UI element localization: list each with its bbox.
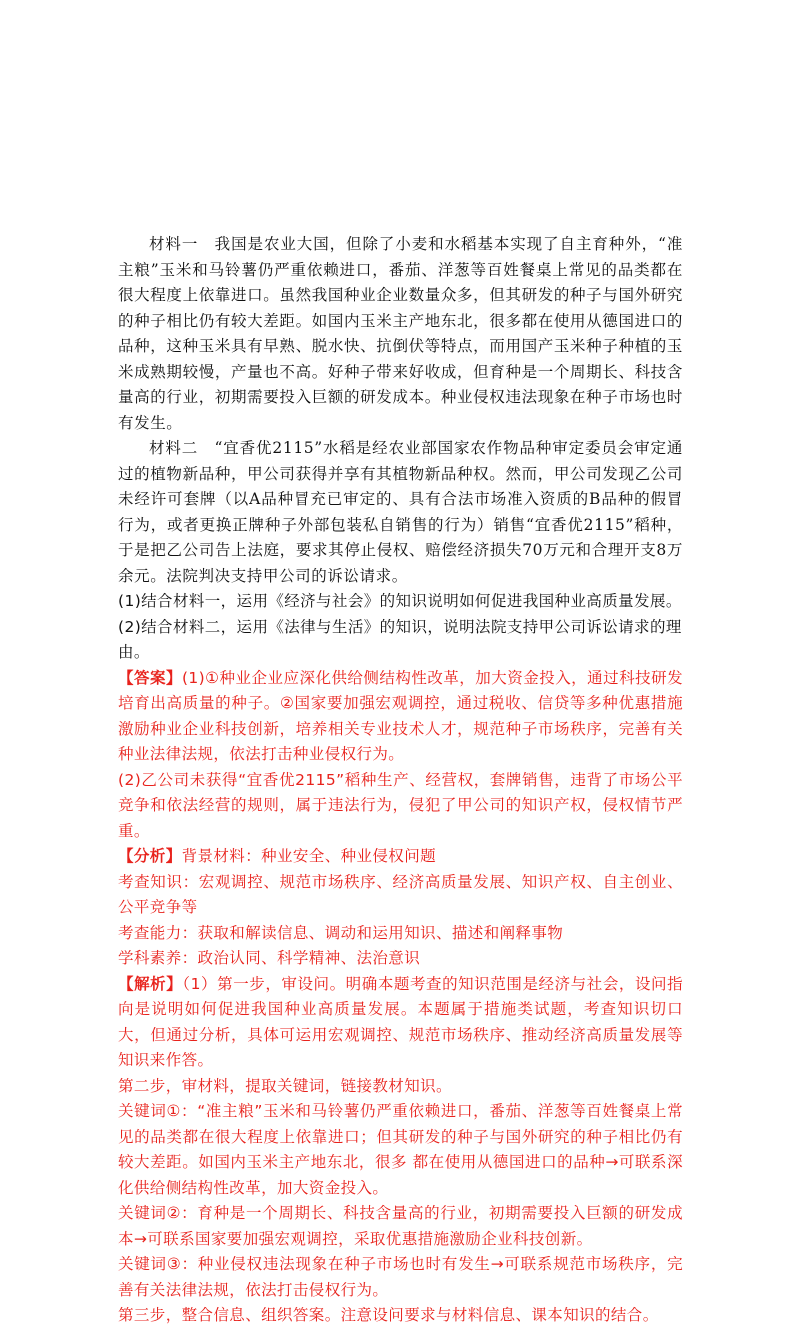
keyword-two: 关键词②：育种是一个周期长、科技含量高的行业，初期需要投入巨额的研发成本→可联系国家要加强宏观调控，采取优惠措施激励企业科技创新。 bbox=[118, 1204, 683, 1248]
material-one: 材料一 我国是农业大国，但除了小麦和水稻基本实现了自主育种外，“准主粮”玉米和马铃薯仍严重依赖进口，番茄、洋葱等百姓餐桌上常见的品类都在很大程度上依靠进口。虽然我国种业企业数量众多，但其研发的种子与国外研究的种子相比仍有较大差距。如国内玉米主产地东北，很多都在使用从德国进口的品种，这种玉米具有早熟、脱水快、抗倒伏等特点，而用国产玉米种子种植的玉米成熟期较慢，产量也不高。好种子带来好收成，但育种是一个周期长、科技含量高的行业，初期需要投入巨额的研发成本。种业侵权违法现象在种子市场也时有发生。 bbox=[118, 235, 683, 432]
explanation-one bbox=[118, 972, 683, 1074]
answer-one bbox=[118, 666, 683, 768]
explain-one-text: （1）第一步，审设问。明确本题考查的知识范围是经济与社会，设问指向是说明如何促进我国种业高质量发展。本题属于措施类试题，考查知识切口大，但通过分析，具体可运用宏观调控、规范市场秩序、推动经济高质量发展等知识来作答。 bbox=[118, 974, 683, 1069]
literacy: 学科素养：政治认同、科学精神、法治意识 bbox=[118, 949, 421, 967]
material-two: 材料二 “宜香优2115”水稻是经农业部国家农作物品种审定委员会审定通过的植物新品种，甲公司获得并享有其植物新品种权。然而，甲公司发现乙公司未经许可套牌（以A品种冒充已审定的、具有合法市场准入资质的B品种的假冒行为，或者更换正牌种子外部包装私自销售的行为）销售“宜香优2115”稻种，于是把乙公司告上法庭，要求其停止侵权、赔偿经济损失70万元和合理开支8万余元。法院判决支持甲公司的诉讼请求。 bbox=[118, 439, 683, 585]
document-page bbox=[118, 232, 683, 1329]
explain-tag: 【解析】 bbox=[118, 974, 183, 993]
step-two: 第二步，审材料，提取关键词，链接教材知识。 bbox=[118, 1076, 452, 1095]
analysis-tag: 【分析】 bbox=[118, 847, 182, 865]
question-one: (1)结合材料一，运用《经济与社会》的知识说明如何促进我国种业高质量发展。 bbox=[118, 592, 682, 610]
answer-one-text: (1)①种业企业应深化供给侧结构性改革，加大资金投入，通过科技研发培育出高质量的种子。②国家要加强宏观调控，通过税收、信贷等多种优惠措施激励种业企业科技创新，培养相关专业技术人才，规范种子市场秩序，完善有关种业法律法规，依法打击种业侵权行为。 bbox=[118, 668, 683, 763]
analysis bbox=[118, 844, 683, 870]
keyword-one: 关键词①：“准主粮”玉米和马铃薯仍严重依赖进口，番茄、洋葱等百姓餐桌上常见的品类都在很大程度上依靠进口；但其研发的种子与国外研究的种子相比仍有较大差距。如国内玉米主产地东北，很多 都在使用从德国进口的品种→可联系深化供给侧结构性改革，加大资金投入。 bbox=[118, 1102, 683, 1197]
question-two: (2)结合材料二，运用《法律与生活》的知识，说明法院支持甲公司诉讼请求的理由。 bbox=[118, 617, 682, 661]
step-three: 第三步，整合信息、组织答案。注意设问要求与材料信息、课本知识的结合。 bbox=[118, 1306, 659, 1324]
keyword-three: 关键词③：种业侵权违法现象在种子市场也时有发生→可联系规范市场秩序，完善有关法律法规，依法打击侵权行为。 bbox=[118, 1255, 683, 1299]
answer-tag: 【答案】 bbox=[118, 668, 182, 687]
ability: 考查能力：获取和解读信息、调动和运用知识、描述和阐释事物 bbox=[118, 923, 564, 942]
answer-two: (2)乙公司未获得“宜香优2115”稻种生产、经营权，套牌销售，违背了市场公平竞争和依法经营的规则，属于违法行为，侵犯了甲公司的知识产权，侵权情节严重。 bbox=[118, 770, 683, 840]
knowledge: 考查知识：宏观调控、规范市场秩序、经济高质量发展、知识产权、自主创业、公平竞争等 bbox=[118, 872, 683, 916]
analysis-text: 背景材料：种业安全、种业侵权问题 bbox=[181, 847, 437, 865]
